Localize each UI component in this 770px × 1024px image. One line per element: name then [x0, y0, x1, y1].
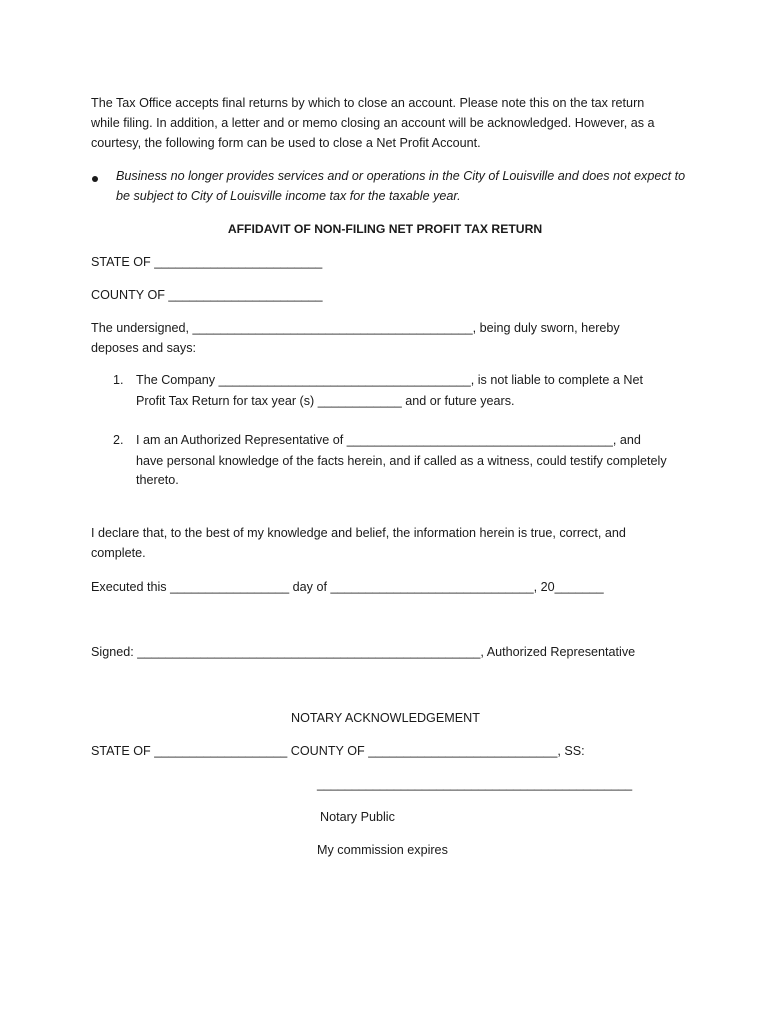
county-line: COUNTY OF ______________________: [91, 288, 323, 302]
bullet-dot-icon: [92, 176, 98, 182]
commission-expires-label: My commission expires: [317, 843, 448, 857]
item-1-number: 1.: [113, 373, 124, 387]
bullet-line-2: be subject to City of Louisville income tax for the taxable year.: [116, 189, 461, 203]
executed-line: Executed this _________________ day of _____________________________, 20_______: [91, 580, 604, 594]
item-1-line-1: The Company ____________________________________, is not liable to complete a Net: [136, 373, 643, 387]
item-2-line-2: have personal knowledge of the facts herein, and if called as a witness, could testify completely: [136, 454, 667, 468]
intro-line-1: The Tax Office accepts final returns by which to close an account. Please note this on the tax return: [91, 96, 645, 110]
declaration-line-1: I declare that, to the best of my knowledge and belief, the information herein is true, correct, and: [91, 526, 626, 540]
item-2-line-1: I am an Authorized Representative of ______________________________________, and: [136, 433, 641, 447]
item-2-number: 2.: [113, 433, 124, 447]
item-1-line-2: Profit Tax Return for tax year (s) ____________ and or future years.: [136, 394, 515, 408]
notary-state-county-line: STATE OF ___________________ COUNTY OF ___________________________, SS:: [91, 744, 585, 758]
declaration-line-2: complete.: [91, 546, 146, 560]
notary-public-label: Notary Public: [320, 810, 395, 824]
affidavit-title: AFFIDAVIT OF NON-FILING NET PROFIT TAX RETURN: [227, 222, 543, 236]
notary-heading: NOTARY ACKNOWLEDGEMENT: [291, 711, 480, 725]
undersigned-line-2: deposes and says:: [91, 341, 197, 355]
item-2-line-3: thereto.: [136, 473, 179, 487]
intro-line-2: while filing. In addition, a letter and or memo closing an account will be acknowledged. However, as a: [91, 116, 655, 130]
bullet-line-1: Business no longer provides services and or operations in the City of Louisville and does not expect to: [116, 169, 686, 183]
intro-line-3: courtesy, the following form can be used to close a Net Profit Account.: [91, 136, 481, 150]
notary-signature-line: _____________________________________________: [317, 777, 633, 791]
undersigned-line-1: The undersigned, ________________________________________, being duly sworn, hereby: [91, 321, 620, 335]
state-line: STATE OF ________________________: [91, 255, 323, 269]
signed-line: Signed: _________________________________________________, Authorized Representative: [91, 645, 636, 659]
